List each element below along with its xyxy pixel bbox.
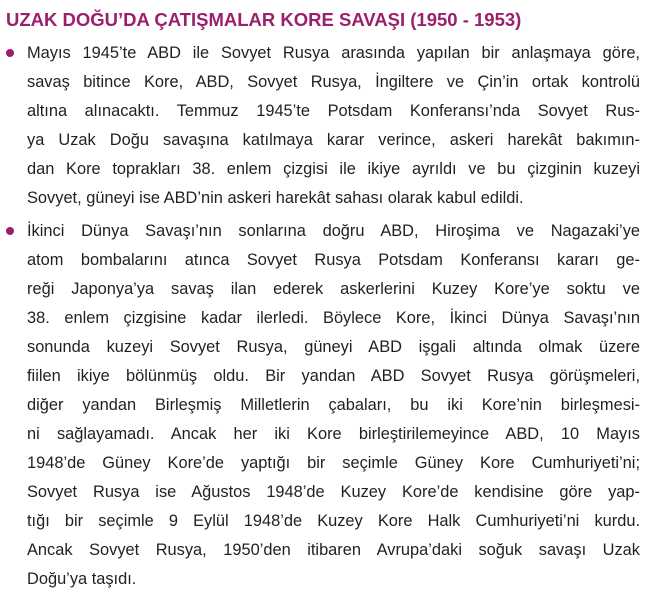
bullet-dot-icon — [6, 49, 14, 57]
bullet-dot-icon — [6, 227, 14, 235]
paragraph-line: ya Uzak Doğu savaşına katılmaya karar verince, askeri harekât bakımın- — [27, 131, 640, 149]
paragraph-line: savaş bitince Kore, ABD, Sovyet Rusya, İngiltere ve Çin’in ortak kontrolü — [27, 73, 640, 91]
paragraph-line: 38. enlem çizgisine kadar ilerledi. Böylece Kore, İkinci Dünya Savaşı’nın — [27, 309, 640, 327]
paragraph-line: sonunda kuzeyi Sovyet Rusya, güneyi ABD işgali altında olmak üzere — [27, 338, 640, 356]
paragraph-line: İkinci Dünya Savaşı’nın sonlarına doğru ABD, Hiroşima ve Nagazaki’ye — [27, 222, 640, 240]
paragraph-line: 1948’de Güney Kore’de yaptığı bir seçimle Güney Kore Cumhuriyeti’ni; — [27, 454, 640, 472]
paragraph-line: Doğu’ya taşıdı. — [27, 570, 137, 588]
paragraph-line: fiilen ikiye bölünmüş oldu. Bir yandan ABD Sovyet Rusya görüşmeleri, — [27, 367, 640, 385]
paragraph-line: Ancak Sovyet Rusya, 1950’den itibaren Avrupa’daki soğuk savaşı Uzak — [27, 541, 640, 559]
paragraph-line: Mayıs 1945’te ABD ile Sovyet Rusya arasında yapılan bir anlaşmaya göre, — [27, 44, 640, 62]
paragraph-line: Sovyet Rusya ise Ağustos 1948’de Kuzey Kore’de kendisine göre yap- — [27, 483, 640, 501]
paragraph-line: diğer yandan Birleşmiş Milletlerin çabaları, bu iki Kore’nin birleşmesi- — [27, 396, 640, 414]
paragraph-line: Sovyet, güneyi ise ABD’nin askeri harekât sahası olarak kabul edildi. — [27, 189, 524, 207]
bullet-item-2 — [0, 217, 651, 594]
paragraph-line: dan Kore toprakları 38. enlem çizgisi ile ikiye ayrıldı ve bu çizginin kuzeyi — [27, 160, 640, 178]
paragraph-line: atom bombalarını atınca Sovyet Rusya Potsdam Konferansı kararı ge- — [27, 251, 640, 269]
section-heading: UZAK DOĞU’DA ÇATIŞMALAR KORE SAVAŞI (1950 - 1953) — [6, 9, 522, 30]
paragraph-line: ni sağlayamadı. Ancak her iki Kore birleştirilemeyince ABD, 10 Mayıs — [27, 425, 640, 443]
paragraph-line: altına alınacaktı. Temmuz 1945’te Potsdam Konferansı’nda Sovyet Rus- — [27, 102, 640, 120]
paragraph-line: tığı bir seçimle 9 Eylül 1948’de Kuzey Kore Halk Cumhuriyeti’ni kurdu. — [27, 512, 640, 530]
bullet-item-1 — [0, 39, 651, 213]
bullet-list — [0, 39, 651, 598]
paragraph-line: reği Japonya’ya savaş ilan ederek askerlerini Kuzey Kore’ye soktu ve — [27, 280, 640, 298]
